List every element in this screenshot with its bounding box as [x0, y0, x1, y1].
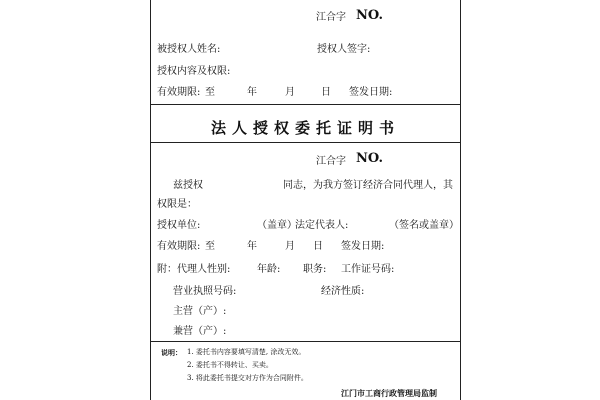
issue-date-label: 签发日期: — [341, 241, 385, 252]
year: 年 — [247, 241, 257, 252]
authorize-text: 同志，为我方签订经济合同代理人，其 — [283, 180, 453, 191]
economy-type-label: 经济性质: — [321, 286, 365, 297]
authorization-form — [150, 0, 461, 400]
divider-top — [151, 104, 460, 105]
stub-scope-label: 授权内容及权限: — [157, 66, 231, 77]
note-item: 3. 将此委托书提交对方作为合同附件。 — [187, 374, 308, 382]
stub-serial-no: NO. — [356, 8, 383, 23]
sign-or-seal: （签名或盖章） — [389, 220, 459, 231]
form-title: 法人授权委托证明书 — [210, 119, 400, 137]
note-item: 1. 委托书内容要填写清楚, 涂改无效。 — [187, 348, 306, 356]
legal-rep-label: 法定代表人: — [295, 220, 349, 231]
issuer-label: 江门市工商行政管理局监制 — [341, 389, 437, 398]
divider-notes — [151, 341, 460, 342]
scope-label: 权限是： — [157, 199, 197, 210]
grantee-name-label: 被授权人姓名: — [157, 44, 221, 55]
validity-to: 至 — [205, 241, 215, 252]
work-id-label: 工作证号码: — [341, 264, 395, 275]
position-label: 职务: — [303, 264, 327, 275]
day: 日 — [313, 241, 323, 252]
side-business-label: 兼营（产）: — [173, 326, 227, 337]
stub-issue-date-label: 签发日期: — [349, 87, 393, 98]
stub-day: 日 — [321, 87, 331, 98]
month: 月 — [285, 241, 295, 252]
validity-label: 有效期限: — [157, 241, 201, 252]
stub-year: 年 — [247, 87, 257, 98]
form-serial-prefix: 江合字 — [316, 156, 346, 167]
unit-label: 授权单位: — [157, 220, 201, 231]
main-business-label: 主营（产）: — [173, 306, 227, 317]
stub-serial-prefix: 江合字 — [316, 12, 346, 23]
stub-validity-to: 至 — [205, 87, 215, 98]
divider-title — [151, 142, 460, 143]
stub-month: 月 — [285, 87, 295, 98]
note-item: 2. 委托书不得转让、买卖。 — [187, 361, 273, 369]
authorize-prefix: 兹授权 — [173, 180, 203, 191]
attach-gender: 附：代理人性别: — [157, 264, 231, 275]
stub-validity-label: 有效期限: — [157, 87, 201, 98]
unit-seal: （盖章） — [257, 220, 297, 231]
form-serial-no: NO. — [356, 151, 383, 166]
age-label: 年龄: — [257, 264, 281, 275]
grantor-sign-label: 授权人签字: — [317, 44, 371, 55]
notes-label: 说明： — [161, 348, 182, 357]
license-no-label: 营业执照号码: — [173, 286, 237, 297]
